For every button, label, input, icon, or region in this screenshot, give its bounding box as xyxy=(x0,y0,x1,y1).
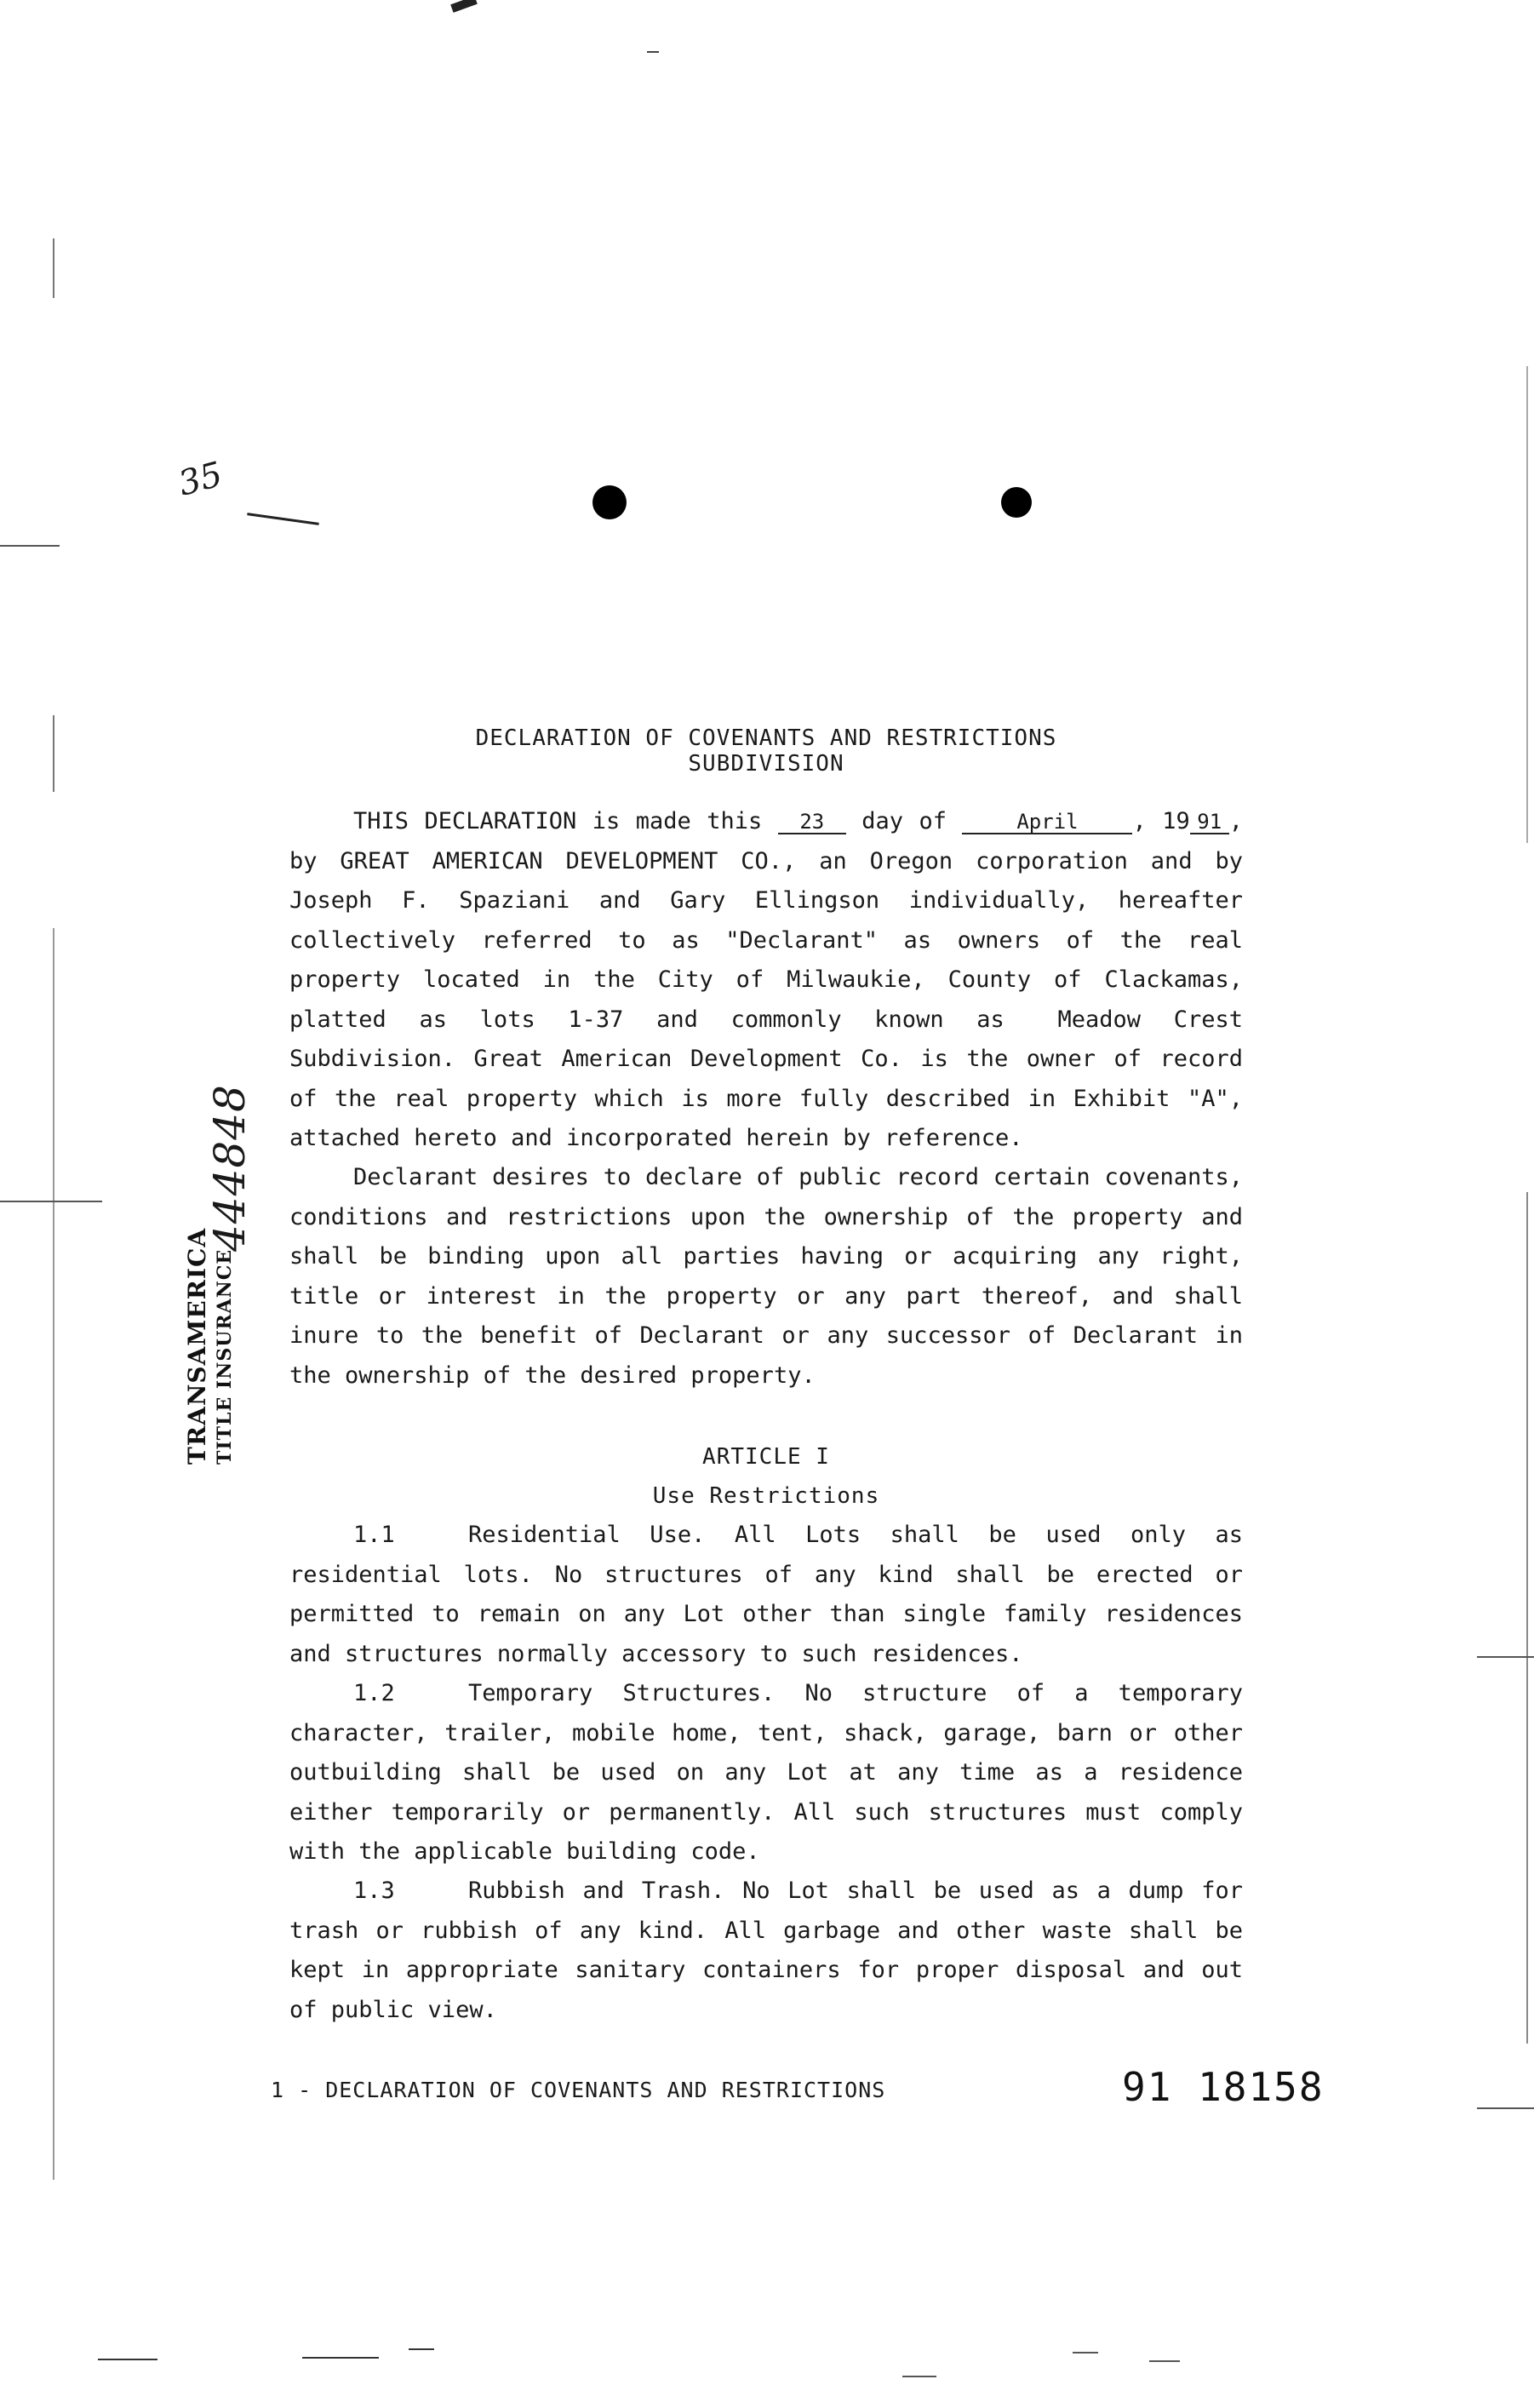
month-blank: April xyxy=(962,811,1132,834)
section-text: No Lot shall be used as a dump for trash or rubbish of any kind. All garbage and other waste shall be kept in appropriate sanitary containers for proper disposal and out of public view. xyxy=(289,1878,1243,2023)
handwritten-dash xyxy=(247,513,319,525)
margin-rule xyxy=(1526,366,1528,843)
margin-tick xyxy=(0,1201,102,1202)
section-heading: Temporary Structures. xyxy=(468,1680,776,1706)
article-number: ARTICLE I xyxy=(702,1444,830,1470)
section-1-3 xyxy=(289,1872,1243,2030)
margin-rule xyxy=(1526,1192,1528,2044)
section-heading: Rubbish and Trash. xyxy=(468,1878,725,1904)
day-of-label: day of xyxy=(861,808,947,834)
scan-mark-bottom xyxy=(98,2359,157,2360)
section-number: 1.2 xyxy=(353,1680,395,1706)
scan-mark-bottom xyxy=(302,2357,379,2359)
scan-mark-bottom xyxy=(902,2376,936,2377)
stamp-number: 444848 xyxy=(205,1084,255,1252)
scan-mark-top-2 xyxy=(647,51,659,53)
section-1-2 xyxy=(289,1674,1243,1872)
corner-number: 35 xyxy=(174,455,226,504)
day-blank: 23 xyxy=(778,811,846,834)
declarant-paragraph xyxy=(289,1158,1243,1396)
title-line-1: DECLARATION OF COVENANTS AND RESTRICTIONS xyxy=(475,725,1057,751)
margin-rule xyxy=(53,928,54,2180)
opening-text-2: Subdivision. Great American Development Co. is the owner of record of the real property which is more fully described in Exhibit "A", attached hereto and incorporated herein by reference. xyxy=(289,1046,1243,1151)
scan-mark-bottom xyxy=(1073,2352,1098,2354)
opening-paragraph xyxy=(289,802,1243,1159)
title-insurance-stamp xyxy=(175,1084,268,1465)
stamp-company-line1: TRANSAMERICA xyxy=(183,1227,211,1465)
article-heading xyxy=(289,1437,1243,1516)
scan-mark-top xyxy=(450,0,478,13)
punch-hole-right xyxy=(1001,487,1032,518)
subdivision-name: Meadow Crest xyxy=(1057,1006,1243,1033)
scan-mark-bottom xyxy=(409,2348,434,2350)
page-footer: 1 - DECLARATION OF COVENANTS AND RESTRICTIONS xyxy=(271,2078,886,2102)
section-text: All Lots shall be used only as residential lots. No structures of any kind shall be erected or permitted to remain on any Lot other than single family residences and structures normally accessory to such residences. xyxy=(289,1522,1243,1667)
margin-rule xyxy=(53,715,54,792)
margin-tick xyxy=(1477,2107,1534,2109)
opening-lead: THIS DECLARATION is made this xyxy=(353,808,763,834)
recording-number: 91 18158 xyxy=(1122,2064,1325,2110)
margin-rule xyxy=(53,238,54,298)
document-title xyxy=(289,725,1243,777)
article-title: Use Restrictions xyxy=(652,1483,880,1509)
margin-tick xyxy=(0,545,60,547)
declarant-text: Declarant desires to declare of public record certain covenants, conditions and restrictions upon the ownership of the property and shall be binding upon all parties having or acquiring any right, title or interest in the property or any part thereof, and shall inure to the benefit of Declarant or any successor of Declarant in the ownership of the desired property. xyxy=(289,1164,1243,1389)
scan-mark-bottom xyxy=(1149,2360,1180,2362)
stamp-company-line2: TITLE INSURANCE xyxy=(214,1248,236,1465)
margin-tick xyxy=(1477,1656,1534,1658)
year-prefix: , 19 xyxy=(1132,808,1190,834)
opening-text-1: by GREAT AMERICAN DEVELOPMENT CO., an Oregon corporation and by Joseph F. Spaziani and Gary Ellingson individually, hereafter collectively referred to as "Declarant" as owners of the real property located in the City of Milwaukie, County of Clackamas, platted as lots 1-37 and commonly known as xyxy=(289,847,1243,1033)
section-number: 1.1 xyxy=(353,1522,395,1548)
punch-hole-left xyxy=(592,485,627,519)
year-blank: 91 xyxy=(1190,811,1229,834)
section-heading: Residential Use. xyxy=(468,1522,706,1548)
title-line-2: SUBDIVISION xyxy=(688,751,844,777)
section-text: No structure of a temporary character, trailer, mobile home, tent, shack, garage, barn or other outbuilding shall be used on any Lot at any time as a residence either temporarily or permanently. All such structures must comply with the applicable building code. xyxy=(289,1680,1243,1865)
year-suffix: , xyxy=(1228,808,1243,834)
section-1-1 xyxy=(289,1516,1243,1674)
section-number: 1.3 xyxy=(353,1878,395,1904)
